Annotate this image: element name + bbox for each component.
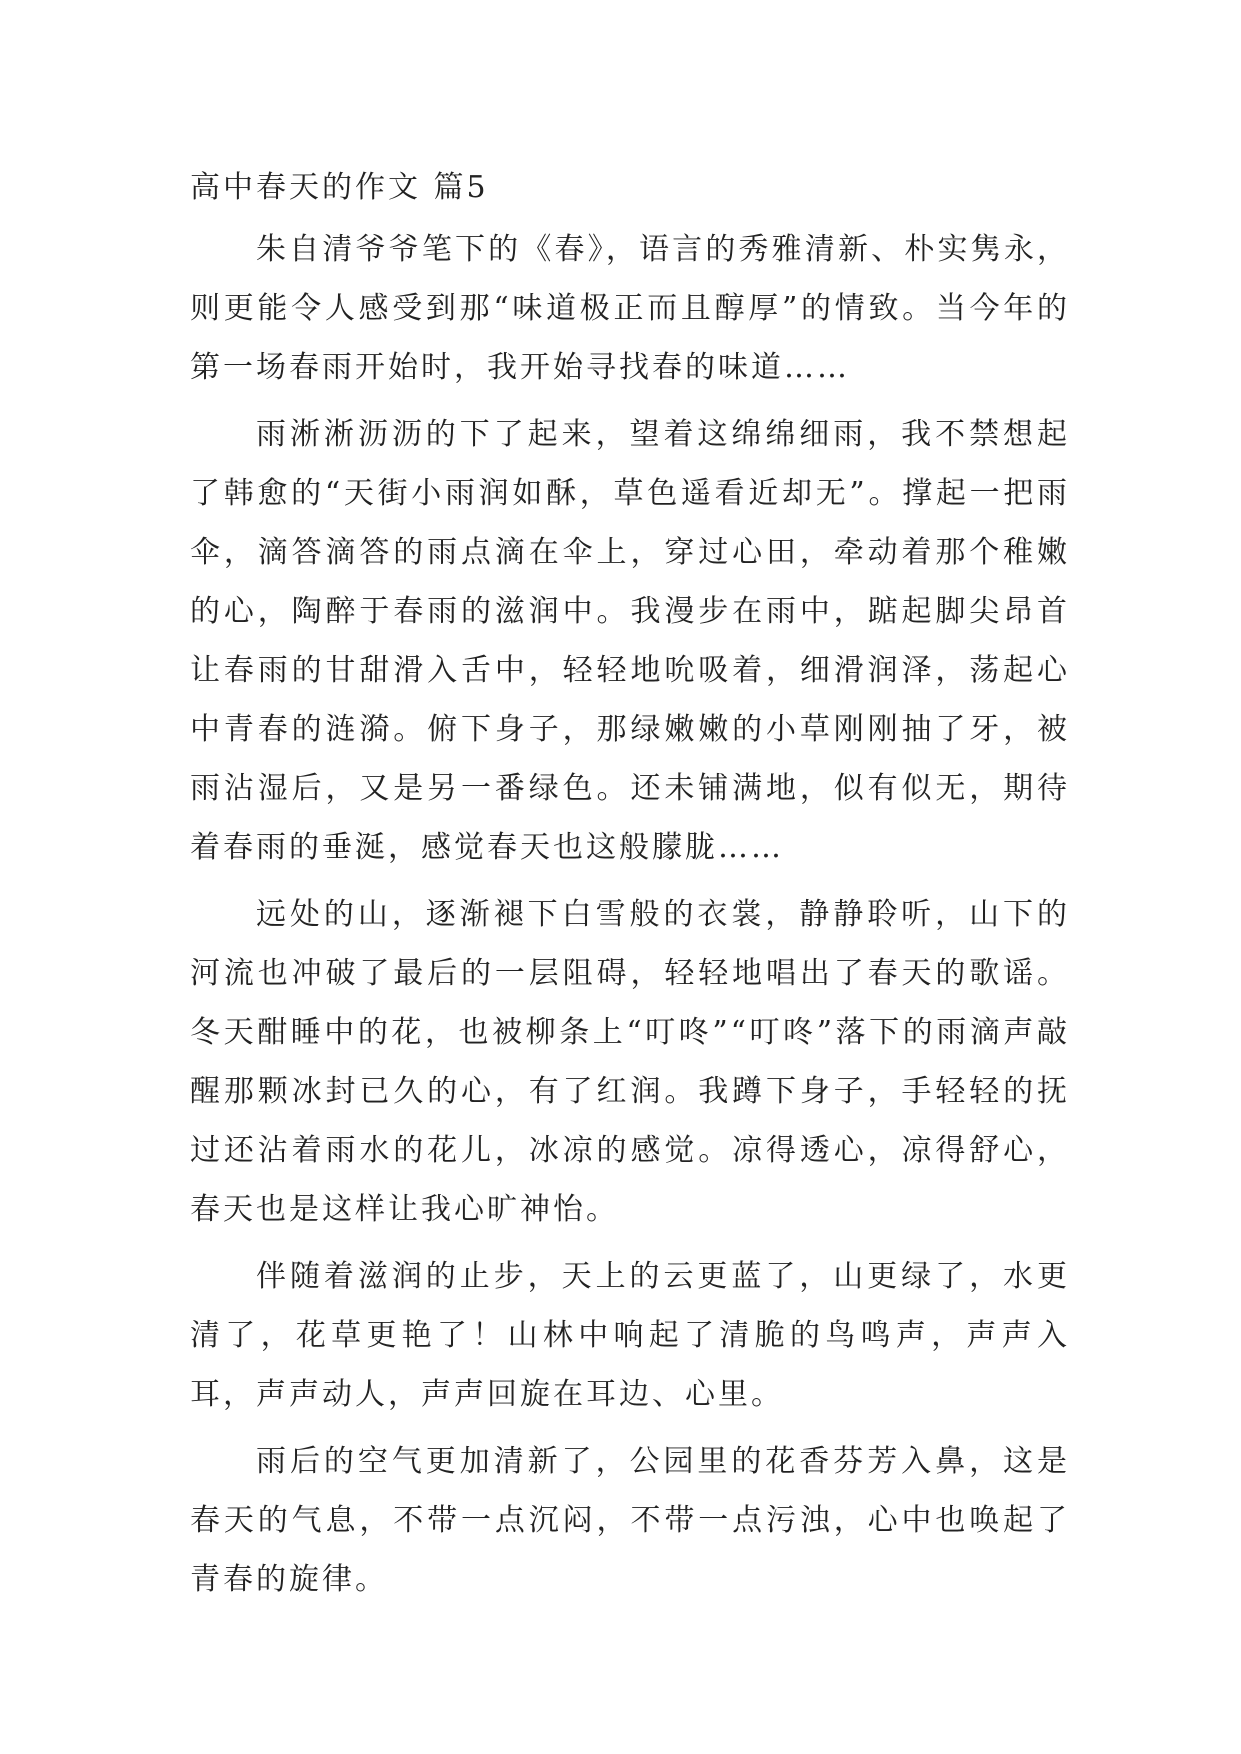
essay-body: [190, 160, 1070, 1617]
paragraph-5: 雨后的空气更加清新了，公园里的花香芬芳入鼻，这是春天的气息，不带一点沉闷，不带一点污浊，心中也唤起了青春的旋律。: [190, 1444, 1070, 1597]
paragraph-3: 远处的山，逐渐褪下白雪般的衣裳，静静聆听，山下的河流也冲破了最后的一层阻碍，轻轻地唱出了春天的歌谣。冬天酣睡中的花，也被柳条上“叮咚”“叮咚”落下的雨滴声敲醒那颗冰封已久的心，有了红润。我蹲下身子，手轻轻的抚过还沾着雨水的花儿，冰凉的感觉。凉得透心，凉得舒心，春天也是这样让我心旷神怡。: [190, 897, 1070, 1227]
paragraph-2: 雨淅淅沥沥的下了起来，望着这绵绵细雨，我不禁想起了韩愈的“天街小雨润如酥，草色遥看近却无”。撑起一把雨伞，滴答滴答的雨点滴在伞上，穿过心田，牵动着那个稚嫩的心，陶醉于春雨的滋润中。我漫步在雨中，踮起脚尖昂首让春雨的甘甜滑入舌中，轻轻地吮吸着，细滑润泽，荡起心中青春的涟漪。俯下身子，那绿嫩嫩的小草刚刚抽了牙，被雨沾湿后，又是另一番绿色。还未铺满地，似有似无，期待着春雨的垂涎，感觉春天也这般朦胧……: [190, 417, 1070, 865]
paragraph-1: 朱自清爷爷笔下的《春》，语言的秀雅清新、朴实隽永，则更能令人感受到那“味道极正而且醇厚”的情致。当今年的第一场春雨开始时，我开始寻找春的味道……: [190, 232, 1070, 385]
essay-title: 高中春天的作文 篇5: [190, 170, 489, 205]
paragraph-4: 伴随着滋润的止步，天上的云更蓝了，山更绿了，水更清了，花草更艳了！山林中响起了清脆的鸟鸣声，声声入耳，声声动人，声声回旋在耳边、心里。: [190, 1259, 1070, 1412]
